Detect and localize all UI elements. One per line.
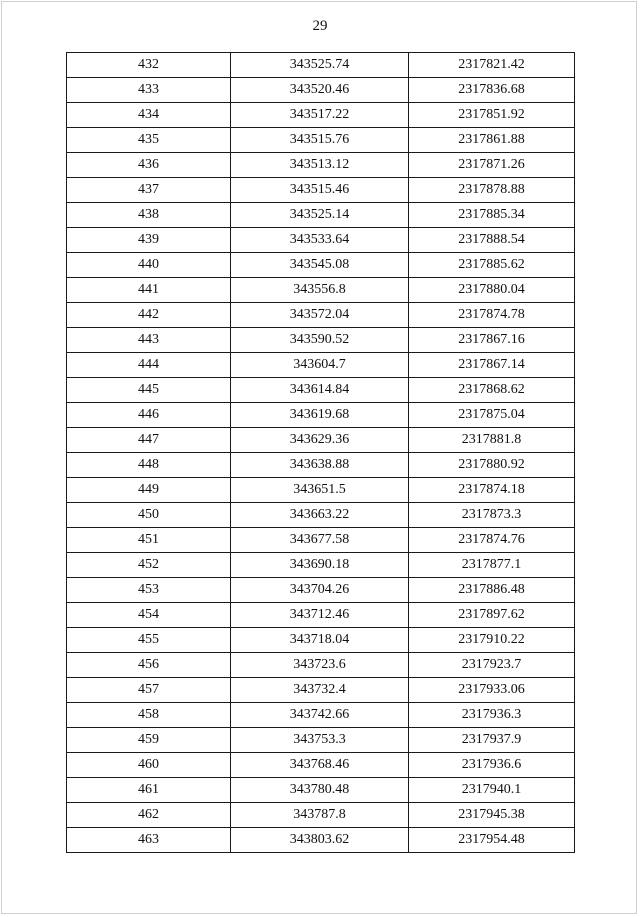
table-row <box>67 578 575 603</box>
point-number-cell: 458 <box>67 703 231 728</box>
point-number-cell: 443 <box>67 328 231 353</box>
point-number-cell: 435 <box>67 128 231 153</box>
y-coordinate-cell: 2317954.48 <box>409 828 575 853</box>
point-number-cell: 446 <box>67 403 231 428</box>
point-number-cell: 439 <box>67 228 231 253</box>
table-row <box>67 503 575 528</box>
point-number-cell: 436 <box>67 153 231 178</box>
table-row <box>67 278 575 303</box>
x-coordinate-cell: 343780.48 <box>231 778 409 803</box>
x-coordinate-cell: 343723.6 <box>231 653 409 678</box>
table-row <box>67 828 575 853</box>
point-number-cell: 448 <box>67 453 231 478</box>
table-row <box>67 553 575 578</box>
table-row <box>67 603 575 628</box>
table-row <box>67 128 575 153</box>
y-coordinate-cell: 2317821.42 <box>409 53 575 78</box>
point-number-cell: 438 <box>67 203 231 228</box>
point-number-cell: 463 <box>67 828 231 853</box>
point-number-cell: 457 <box>67 678 231 703</box>
y-coordinate-cell: 2317875.04 <box>409 403 575 428</box>
table-row <box>67 228 575 253</box>
y-coordinate-cell: 2317867.14 <box>409 353 575 378</box>
table-row <box>67 53 575 78</box>
y-coordinate-cell: 2317877.1 <box>409 553 575 578</box>
y-coordinate-cell: 2317945.38 <box>409 803 575 828</box>
table-row <box>67 253 575 278</box>
table-row <box>67 378 575 403</box>
table-row <box>67 453 575 478</box>
x-coordinate-cell: 343525.74 <box>231 53 409 78</box>
point-number-cell: 440 <box>67 253 231 278</box>
y-coordinate-cell: 2317874.18 <box>409 478 575 503</box>
point-number-cell: 441 <box>67 278 231 303</box>
y-coordinate-cell: 2317885.62 <box>409 253 575 278</box>
point-number-cell: 447 <box>67 428 231 453</box>
point-number-cell: 434 <box>67 103 231 128</box>
table-row <box>67 428 575 453</box>
y-coordinate-cell: 2317923.7 <box>409 653 575 678</box>
point-number-cell: 449 <box>67 478 231 503</box>
x-coordinate-cell: 343515.46 <box>231 178 409 203</box>
coordinates-table-body <box>67 53 575 853</box>
coordinates-table <box>66 52 575 853</box>
point-number-cell: 450 <box>67 503 231 528</box>
x-coordinate-cell: 343742.66 <box>231 703 409 728</box>
y-coordinate-cell: 2317936.6 <box>409 753 575 778</box>
y-coordinate-cell: 2317880.04 <box>409 278 575 303</box>
x-coordinate-cell: 343677.58 <box>231 528 409 553</box>
y-coordinate-cell: 2317878.88 <box>409 178 575 203</box>
x-coordinate-cell: 343619.68 <box>231 403 409 428</box>
page-number: 29 <box>312 18 328 34</box>
table-row <box>67 778 575 803</box>
y-coordinate-cell: 2317881.8 <box>409 428 575 453</box>
table-row <box>67 178 575 203</box>
y-coordinate-cell: 2317851.92 <box>409 103 575 128</box>
table-row <box>67 703 575 728</box>
point-number-cell: 432 <box>67 53 231 78</box>
x-coordinate-cell: 343718.04 <box>231 628 409 653</box>
y-coordinate-cell: 2317873.3 <box>409 503 575 528</box>
x-coordinate-cell: 343614.84 <box>231 378 409 403</box>
x-coordinate-cell: 343572.04 <box>231 303 409 328</box>
x-coordinate-cell: 343787.8 <box>231 803 409 828</box>
table-row <box>67 153 575 178</box>
y-coordinate-cell: 2317886.48 <box>409 578 575 603</box>
table-row <box>67 203 575 228</box>
point-number-cell: 456 <box>67 653 231 678</box>
y-coordinate-cell: 2317867.16 <box>409 328 575 353</box>
table-row <box>67 728 575 753</box>
table-row <box>67 103 575 128</box>
table-row <box>67 628 575 653</box>
y-coordinate-cell: 2317836.68 <box>409 78 575 103</box>
x-coordinate-cell: 343629.36 <box>231 428 409 453</box>
table-row <box>67 528 575 553</box>
point-number-cell: 444 <box>67 353 231 378</box>
x-coordinate-cell: 343803.62 <box>231 828 409 853</box>
x-coordinate-cell: 343515.76 <box>231 128 409 153</box>
point-number-cell: 433 <box>67 78 231 103</box>
x-coordinate-cell: 343590.52 <box>231 328 409 353</box>
point-number-cell: 460 <box>67 753 231 778</box>
y-coordinate-cell: 2317871.26 <box>409 153 575 178</box>
x-coordinate-cell: 343604.7 <box>231 353 409 378</box>
y-coordinate-cell: 2317936.3 <box>409 703 575 728</box>
table-row <box>67 753 575 778</box>
x-coordinate-cell: 343533.64 <box>231 228 409 253</box>
x-coordinate-cell: 343704.26 <box>231 578 409 603</box>
x-coordinate-cell: 343525.14 <box>231 203 409 228</box>
x-coordinate-cell: 343753.3 <box>231 728 409 753</box>
point-number-cell: 461 <box>67 778 231 803</box>
y-coordinate-cell: 2317933.06 <box>409 678 575 703</box>
point-number-cell: 453 <box>67 578 231 603</box>
point-number-cell: 462 <box>67 803 231 828</box>
table-row <box>67 478 575 503</box>
y-coordinate-cell: 2317874.78 <box>409 303 575 328</box>
y-coordinate-cell: 2317861.88 <box>409 128 575 153</box>
x-coordinate-cell: 343556.8 <box>231 278 409 303</box>
y-coordinate-cell: 2317937.9 <box>409 728 575 753</box>
table-row <box>67 653 575 678</box>
point-number-cell: 454 <box>67 603 231 628</box>
x-coordinate-cell: 343712.46 <box>231 603 409 628</box>
table-row <box>67 678 575 703</box>
y-coordinate-cell: 2317880.92 <box>409 453 575 478</box>
x-coordinate-cell: 343690.18 <box>231 553 409 578</box>
table-row <box>67 803 575 828</box>
point-number-cell: 437 <box>67 178 231 203</box>
point-number-cell: 455 <box>67 628 231 653</box>
table-row <box>67 78 575 103</box>
y-coordinate-cell: 2317910.22 <box>409 628 575 653</box>
point-number-cell: 445 <box>67 378 231 403</box>
y-coordinate-cell: 2317897.62 <box>409 603 575 628</box>
table-row <box>67 328 575 353</box>
table-row <box>67 303 575 328</box>
x-coordinate-cell: 343663.22 <box>231 503 409 528</box>
x-coordinate-cell: 343520.46 <box>231 78 409 103</box>
y-coordinate-cell: 2317868.62 <box>409 378 575 403</box>
point-number-cell: 442 <box>67 303 231 328</box>
y-coordinate-cell: 2317940.1 <box>409 778 575 803</box>
x-coordinate-cell: 343651.5 <box>231 478 409 503</box>
point-number-cell: 459 <box>67 728 231 753</box>
table-row <box>67 353 575 378</box>
x-coordinate-cell: 343545.08 <box>231 253 409 278</box>
point-number-cell: 452 <box>67 553 231 578</box>
table-row <box>67 403 575 428</box>
x-coordinate-cell: 343732.4 <box>231 678 409 703</box>
x-coordinate-cell: 343638.88 <box>231 453 409 478</box>
x-coordinate-cell: 343513.12 <box>231 153 409 178</box>
point-number-cell: 451 <box>67 528 231 553</box>
y-coordinate-cell: 2317885.34 <box>409 203 575 228</box>
x-coordinate-cell: 343768.46 <box>231 753 409 778</box>
y-coordinate-cell: 2317874.76 <box>409 528 575 553</box>
y-coordinate-cell: 2317888.54 <box>409 228 575 253</box>
x-coordinate-cell: 343517.22 <box>231 103 409 128</box>
